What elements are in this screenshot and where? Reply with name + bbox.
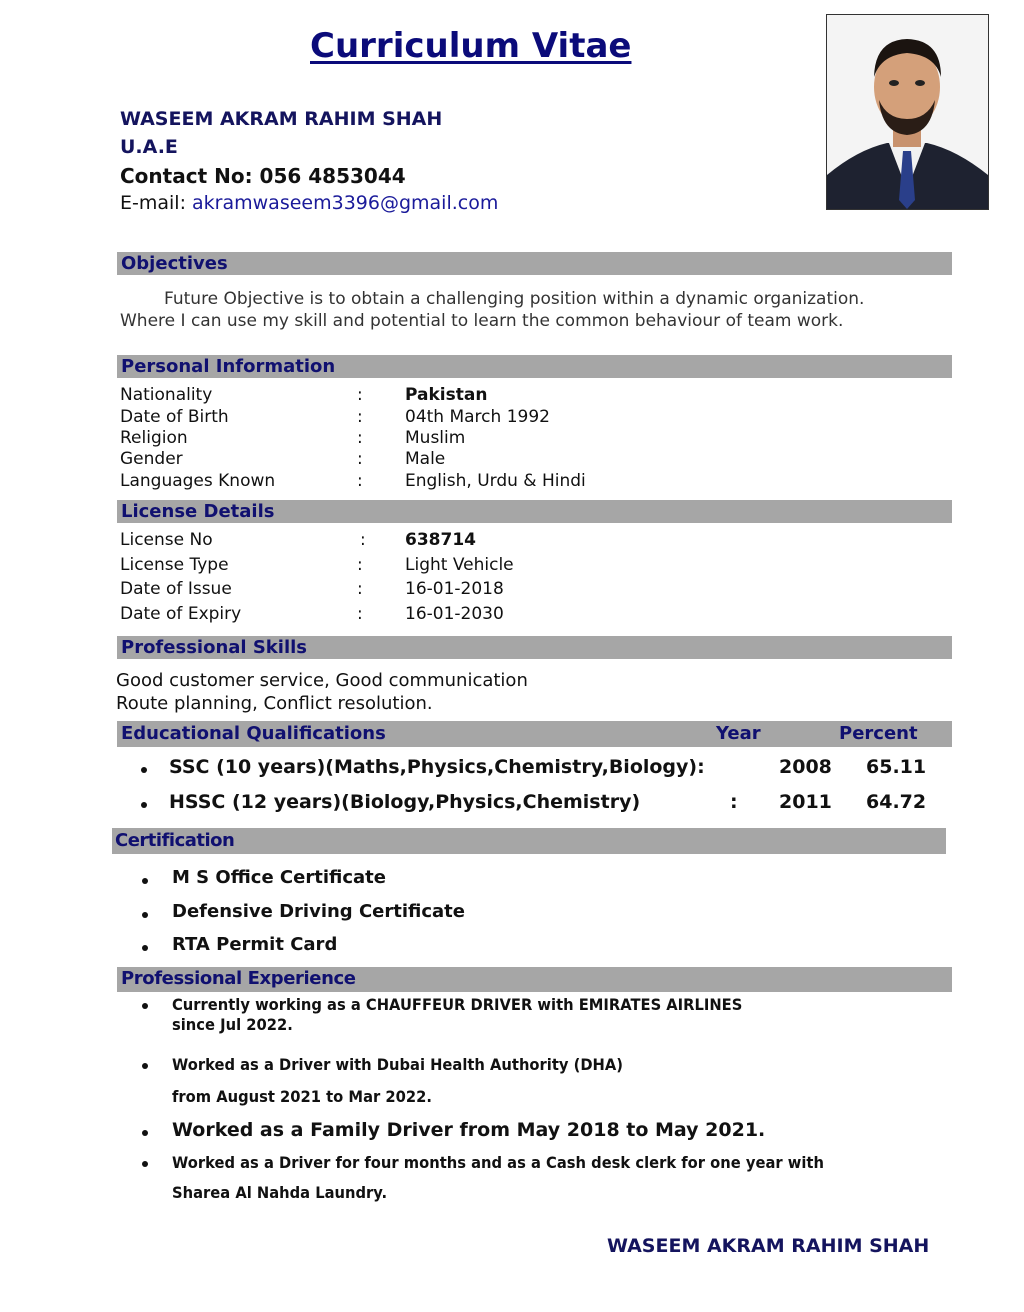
experience-item: Worked as a Driver with Dubai Health Authority (DHA) — [172, 1055, 623, 1074]
objectives-heading: Objectives — [121, 253, 228, 274]
profile-photo — [826, 14, 989, 210]
experience-item-continued: since Jul 2022. — [172, 1015, 293, 1034]
separator: : — [357, 604, 363, 624]
education-heading: Educational Qualifications — [121, 723, 386, 744]
bullet-icon — [142, 912, 148, 918]
experience-item: Worked as a Family Driver from May 2018 to May 2021. — [172, 1119, 766, 1141]
personal-info-value: 04th March 1992 — [405, 407, 550, 427]
bullet-icon — [141, 802, 147, 808]
personal-info-value: Pakistan — [405, 385, 488, 405]
education-percent: 65.11 — [866, 756, 927, 778]
certification-item: Defensive Driving Certificate — [172, 901, 465, 922]
experience-item-continued: Sharea Al Nahda Laundry. — [172, 1183, 388, 1202]
license-value: 16-01-2030 — [405, 604, 504, 624]
contact-line — [120, 164, 406, 188]
separator: : — [357, 449, 363, 469]
personal-info-label: Languages Known — [120, 471, 276, 491]
license-value: Light Vehicle — [405, 555, 514, 575]
skills-section-header — [117, 636, 952, 659]
education-qualification: SSC (10 years)(Maths,Physics,Chemistry,Biology): — [169, 756, 705, 778]
separator: : — [357, 385, 363, 405]
certification-item: M S Office Certificate — [172, 867, 386, 888]
license-label: Date of Issue — [120, 579, 232, 599]
certification-item: RTA Permit Card — [172, 934, 338, 955]
education-year: 2008 — [779, 756, 832, 778]
personal-info-label: Gender — [120, 449, 183, 469]
skills-line-2: Route planning, Conflict resolution. — [116, 693, 433, 714]
separator: : — [357, 407, 363, 427]
personal-info-label: Nationality — [120, 385, 213, 405]
candidate-country: U.A.E — [120, 136, 178, 158]
objective-text-line-1: Future Objective is to obtain a challenging position within a dynamic organization. — [164, 289, 865, 309]
education-section-header — [117, 721, 952, 747]
certification-section-header — [112, 828, 946, 854]
education-qualification: HSSC (12 years)(Biology,Physics,Chemistry) — [169, 791, 641, 813]
skills-line-1: Good customer service, Good communication — [116, 670, 528, 691]
license-value: 638714 — [405, 530, 476, 550]
certification-heading: Certification — [115, 830, 235, 851]
education-percent: 64.72 — [866, 791, 927, 813]
personal-info-label: Religion — [120, 428, 188, 448]
separator: : — [360, 530, 366, 550]
contact-label: Contact No: — [120, 164, 253, 188]
email-label: E-mail: — [120, 192, 186, 214]
personal-info-section-header — [117, 355, 952, 378]
bullet-icon — [142, 1161, 148, 1167]
license-label: License Type — [120, 555, 229, 575]
skills-heading: Professional Skills — [121, 637, 307, 658]
year-column-header: Year — [716, 723, 761, 744]
license-heading: License Details — [121, 501, 275, 522]
footer-name: WASEEM AKRAM RAHIM SHAH — [607, 1235, 930, 1257]
separator: : — [357, 428, 363, 448]
license-value: 16-01-2018 — [405, 579, 504, 599]
objective-text-line-2: Where I can use my skill and potential to learn the common behaviour of team work. — [120, 311, 844, 331]
personal-info-value: English, Urdu & Hindi — [405, 471, 586, 491]
experience-section-header — [117, 967, 952, 992]
bullet-icon — [142, 945, 148, 951]
personal-info-heading: Personal Information — [121, 356, 336, 377]
document-title: Curriculum Vitae — [310, 26, 632, 66]
candidate-name: WASEEM AKRAM RAHIM SHAH — [120, 108, 443, 130]
contact-number: 056 4853044 — [259, 164, 406, 188]
personal-info-value: Male — [405, 449, 446, 469]
bullet-icon — [142, 878, 148, 884]
bullet-icon — [142, 1003, 148, 1009]
experience-heading: Professional Experience — [121, 968, 356, 989]
personal-info-label: Date of Birth — [120, 407, 229, 427]
objectives-section-header — [117, 252, 952, 275]
email-link[interactable]: akramwaseem3396@gmail.com — [192, 192, 499, 214]
separator: : — [357, 555, 363, 575]
license-label: Date of Expiry — [120, 604, 242, 624]
separator: : — [730, 791, 738, 813]
separator: : — [357, 579, 363, 599]
percent-column-header: Percent — [839, 723, 918, 744]
bullet-icon — [142, 1063, 148, 1069]
bullet-icon — [141, 767, 147, 773]
education-year: 2011 — [779, 791, 832, 813]
experience-item: Worked as a Driver for four months and as a Cash desk clerk for one year with — [172, 1153, 824, 1172]
personal-info-value: Muslim — [405, 428, 466, 448]
separator: : — [357, 471, 363, 491]
bullet-icon — [142, 1130, 148, 1136]
license-label: License No — [120, 530, 213, 550]
experience-item: Currently working as a CHAUFFEUR DRIVER with EMIRATES AIRLINES — [172, 995, 743, 1014]
license-section-header — [117, 500, 952, 523]
experience-item-continued: from August 2021 to Mar 2022. — [172, 1087, 432, 1106]
email-line — [120, 192, 498, 214]
